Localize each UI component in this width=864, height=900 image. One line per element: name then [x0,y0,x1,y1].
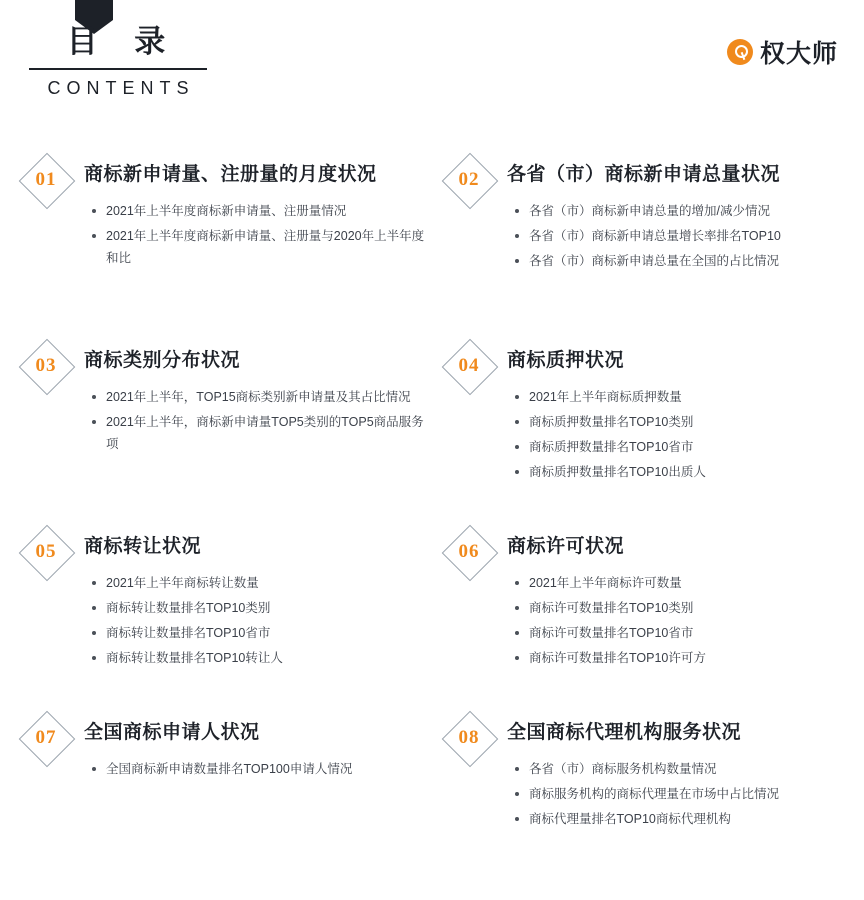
list-item: 商标服务机构的商标代理量在市场中占比情况 [507,783,850,805]
contents-item-01[interactable] [14,152,427,338]
list-item: 商标质押数量排名TOP10出质人 [507,461,850,483]
contents-item-05[interactable] [14,524,427,710]
section-number-badge [443,154,495,206]
bookmark-pin-icon [75,0,113,20]
section-title: 全国商标申请人状况 [84,722,260,743]
list-item: 商标转让数量排名TOP10类别 [84,597,427,619]
list-item: 各省（市）商标新申请总量在全国的占比情况 [507,250,850,272]
section-title: 商标许可状况 [507,536,625,557]
list-item: 商标转让数量排名TOP10省市 [84,622,427,644]
section-title: 商标转让状况 [84,536,202,557]
section-number: 03 [35,355,57,376]
section-title: 商标质押状况 [507,350,625,371]
section-title: 商标新申请量、注册量的月度状况 [84,164,377,185]
list-item: 2021年上半年，商标新申请量TOP5类别的TOP5商品服务项 [84,411,427,455]
section-number-badge [20,154,72,206]
section-number: 02 [458,169,480,190]
list-item: 2021年上半年度商标新申请量、注册量与2020年上半年度和比 [84,225,427,269]
page-title [18,22,218,99]
section-number-badge [443,340,495,392]
section-title: 全国商标代理机构服务状况 [507,722,742,743]
page-title-cn: 目 录 [66,24,180,59]
section-title: 商标类别分布状况 [84,350,241,371]
list-item: 商标质押数量排名TOP10类别 [507,411,850,433]
section-number-badge [20,526,72,578]
list-item: 各省（市）商标新申请总量的增加/减少情况 [507,200,850,222]
section-bullets [84,386,427,455]
list-item: 全国商标新申请数量排名TOP100申请人情况 [84,758,427,780]
section-bullets [507,572,850,669]
list-item: 商标转让数量排名TOP10转让人 [84,647,427,669]
section-number-badge [20,340,72,392]
contents-item-06[interactable] [437,524,850,710]
section-bullets [507,758,850,830]
brand-name: 权大师 [759,40,838,68]
list-item: 2021年上半年，TOP15商标类别新申请量及其占比情况 [84,386,427,408]
section-number-badge [443,712,495,764]
logo-circle-icon [727,39,753,65]
list-item: 2021年上半年商标许可数量 [507,572,850,594]
section-title: 各省（市）商标新申请总量状况 [507,164,781,185]
contents-grid [0,130,864,896]
contents-item-08[interactable] [437,710,850,896]
list-item: 商标质押数量排名TOP10省市 [507,436,850,458]
contents-item-07[interactable] [14,710,427,896]
section-bullets [507,386,850,483]
page-title-en: CONTENTS [47,78,195,98]
section-bullets [84,572,427,669]
section-number: 07 [35,727,57,748]
section-number-badge [20,712,72,764]
section-bullets [84,200,427,269]
section-number: 04 [458,355,480,376]
list-item: 2021年上半年商标质押数量 [507,386,850,408]
section-bullets [84,758,427,780]
section-number-badge [443,526,495,578]
section-bullets [507,200,850,272]
contents-item-03[interactable] [14,338,427,524]
brand-logo [727,34,838,70]
title-divider [29,68,207,70]
list-item: 2021年上半年商标转让数量 [84,572,427,594]
list-item: 各省（市）商标服务机构数量情况 [507,758,850,780]
section-number: 05 [35,541,57,562]
section-number: 08 [458,727,480,748]
list-item: 2021年上半年度商标新申请量、注册量情况 [84,200,427,222]
contents-item-02[interactable] [437,152,850,338]
section-number: 06 [458,541,480,562]
page-header [0,0,864,130]
section-number: 01 [35,169,57,190]
list-item: 商标许可数量排名TOP10省市 [507,622,850,644]
list-item: 商标许可数量排名TOP10许可方 [507,647,850,669]
list-item: 商标代理量排名TOP10商标代理机构 [507,808,850,830]
contents-item-04[interactable] [437,338,850,524]
list-item: 各省（市）商标新申请总量增长率排名TOP10 [507,225,850,247]
list-item: 商标许可数量排名TOP10类别 [507,597,850,619]
